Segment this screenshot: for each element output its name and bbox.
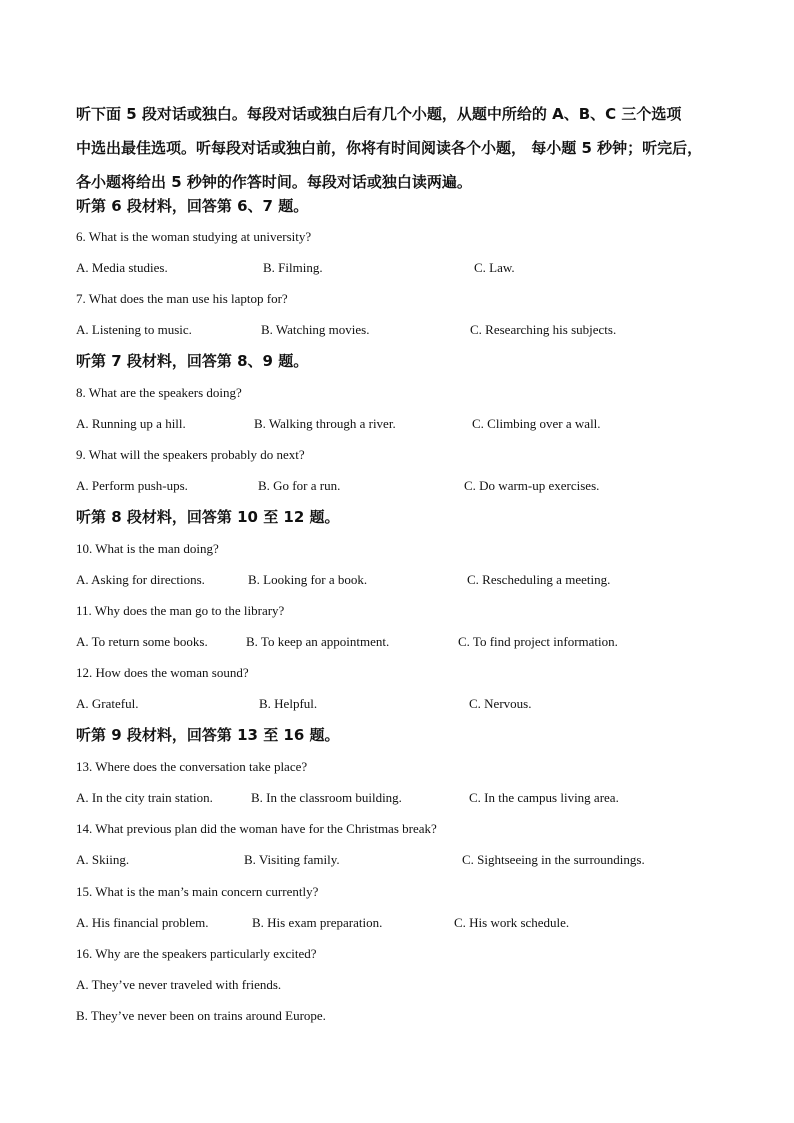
options-row (76, 259, 726, 277)
option-c[interactable]: C. Nervous. (469, 696, 532, 711)
listening-instructions (76, 97, 726, 199)
options-row (76, 477, 726, 495)
section-heading: 听第 9 段材料，回答第 13 至 16 题。 (76, 726, 340, 744)
options-row (76, 695, 726, 713)
question-text: 12. How does the woman sound? (76, 665, 249, 680)
option-a[interactable]: A. Media studies. (76, 260, 168, 275)
question-text: 13. Where does the conversation take place? (76, 759, 308, 774)
option-a[interactable]: A. Grateful. (76, 696, 139, 711)
option-b[interactable]: B. They’ve never been on trains around Europe. (76, 1008, 326, 1023)
option-b[interactable]: B. Watching movies. (261, 322, 370, 337)
option-b[interactable]: B. Helpful. (259, 696, 318, 711)
question-text: 16. Why are the speakers particularly excited? (76, 946, 317, 961)
options-row (76, 633, 726, 651)
option-a[interactable]: A. Perform push-ups. (76, 478, 188, 493)
option-a[interactable]: A. Running up a hill. (76, 416, 186, 431)
options-row (76, 914, 726, 932)
section-heading: 听第 8 段材料，回答第 10 至 12 题。 (76, 508, 340, 526)
option-c[interactable]: C. Do warm-up exercises. (464, 478, 600, 493)
option-c[interactable]: C. Law. (474, 260, 515, 275)
option-b[interactable]: B. Visiting family. (244, 852, 340, 867)
section-heading: 听第 6 段材料，回答第 6、7 题。 (76, 197, 309, 215)
question-text: 14. What previous plan did the woman have for the Christmas break? (76, 821, 437, 836)
option-b[interactable]: B. Looking for a book. (248, 572, 368, 587)
option-b[interactable]: B. Walking through a river. (254, 416, 396, 431)
option-c[interactable]: C. Researching his subjects. (470, 322, 617, 337)
options-row (76, 321, 726, 339)
question-text: 8. What are the speakers doing? (76, 385, 242, 400)
option-b[interactable]: B. Filming. (263, 260, 323, 275)
question-text: 9. What will the speakers probably do next? (76, 447, 305, 462)
option-c[interactable]: C. His work schedule. (454, 915, 570, 930)
option-a[interactable]: A. To return some books. (76, 634, 208, 649)
options-row (76, 571, 726, 589)
option-a[interactable]: A. In the city train station. (76, 790, 213, 805)
option-a[interactable]: A. Asking for directions. (76, 572, 205, 587)
options-row (76, 789, 726, 807)
question-text: 15. What is the man’s main concern currently? (76, 884, 319, 899)
option-a[interactable]: A. Listening to music. (76, 322, 192, 337)
question-text: 7. What does the man use his laptop for? (76, 291, 288, 306)
option-c[interactable]: C. To find project information. (458, 634, 618, 649)
option-c[interactable]: C. Sightseeing in the surroundings. (462, 852, 645, 867)
instruction-line: 听下面 5 段对话或独白。每段对话或独白后有几个小题，从题中所给的 A、B、C 三个选项 (76, 105, 682, 123)
option-a[interactable]: A. They’ve never traveled with friends. (76, 977, 282, 992)
option-a[interactable]: A. His financial problem. (76, 915, 209, 930)
question-text: 11. Why does the man go to the library? (76, 603, 285, 618)
question-text: 6. What is the woman studying at university? (76, 229, 312, 244)
section-heading: 听第 7 段材料，回答第 8、9 题。 (76, 352, 309, 370)
question-text: 10. What is the man doing? (76, 541, 219, 556)
instruction-line: 中选出最佳选项。听每段对话或独白前，你将有时间阅读各个小题， 每小题 5 秒钟；听完后， (76, 139, 703, 157)
option-c[interactable]: C. Climbing over a wall. (472, 416, 601, 431)
option-c[interactable]: C. Rescheduling a meeting. (467, 572, 611, 587)
option-b[interactable]: B. In the classroom building. (251, 790, 402, 805)
option-c[interactable]: C. In the campus living area. (469, 790, 619, 805)
option-b[interactable]: B. To keep an appointment. (246, 634, 390, 649)
option-a[interactable]: A. Skiing. (76, 852, 130, 867)
instruction-line: 各小题将给出 5 秒钟的作答时间。每段对话或独白读两遍。 (76, 173, 472, 191)
option-b[interactable]: B. Go for a run. (258, 478, 341, 493)
options-row (76, 415, 726, 433)
options-row (76, 851, 726, 869)
option-b[interactable]: B. His exam preparation. (252, 915, 383, 930)
